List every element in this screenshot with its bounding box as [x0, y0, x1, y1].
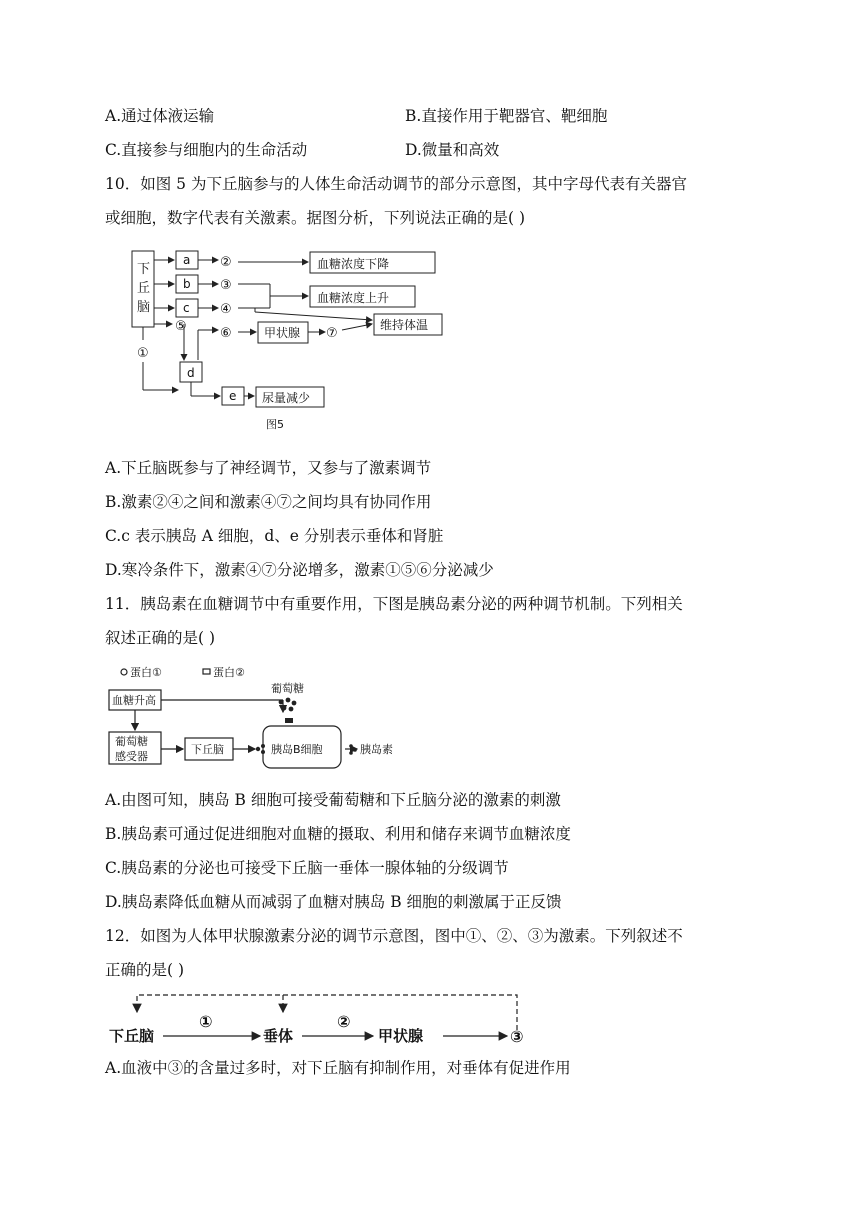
protein2-icon [203, 669, 210, 674]
fig11-protein2: 蛋白② [213, 666, 245, 679]
q11-option-a: A.由图可知，胰岛 B 细胞可接受葡萄糖和下丘脑分泌的激素的刺激 [105, 791, 561, 809]
q11-option-d: D.胰岛素降低血糖从而减弱了血糖对胰岛 B 细胞的刺激属于正反馈 [105, 893, 562, 911]
q11-option-b: B.胰岛素可通过促进细胞对血糖的摄取、利用和储存来调节血糖浓度 [105, 825, 571, 843]
q11-option-c: C.胰岛素的分泌也可接受下丘脑一垂体一腺体轴的分级调节 [105, 859, 509, 877]
fig5-hormone-7: ⑦ [326, 326, 338, 341]
figure-thyroid-regulation [105, 990, 545, 1052]
fig5-glucose-down: 血糖浓度下降 [317, 257, 390, 271]
fig11-receptor-line2: 感受器 [115, 750, 148, 763]
fig5-glucose-up: 血糖浓度上升 [317, 291, 390, 305]
fig12-hormone-1: ① [199, 1012, 213, 1031]
q10-stem-line2: 或细胞，数字代表有关激素。据图分析，下列说法正确的是( ) [105, 209, 526, 227]
fig11-glucose: 葡萄糖 [271, 682, 304, 695]
fig12-pituitary: 垂体 [263, 1027, 294, 1045]
fig5-caption: 图5 [266, 418, 284, 431]
figure-5-hypothalamus-regulation [120, 240, 450, 435]
fig11-insulin: 胰岛素 [360, 743, 393, 756]
fig11-hypothalamus: 下丘脑 [191, 743, 224, 756]
q12-option-a: A.血液中③的含量过多时，对下丘脑有抑制作用，对垂体有促进作用 [105, 1059, 571, 1077]
q10-option-a: A.下丘脑既参与了神经调节，又参与了激素调节 [105, 459, 432, 477]
fig11-receptor-line1: 葡萄糖 [115, 735, 148, 748]
q9-option-b: B.直接作用于靶器官、靶细胞 [405, 107, 608, 125]
figure-insulin-regulation [105, 660, 415, 775]
q9-option-a: A.通过体液运输 [105, 107, 215, 125]
fig12-hormone-3: ③ [510, 1027, 524, 1046]
fig5-node-a: a [183, 253, 191, 267]
q9-option-c: C.直接参与细胞内的生命活动 [105, 141, 308, 159]
q10-stem-line1: 10．如图 5 为下丘脑参与的人体生命活动调节的部分示意图，其中字母代表有关器官 [105, 175, 687, 193]
fig11-protein1: 蛋白① [130, 666, 162, 679]
fig5-hormone-2: ② [220, 255, 232, 270]
fig12-hypothalamus: 下丘脑 [109, 1027, 155, 1045]
fig5-node-d: d [187, 366, 195, 380]
q12-stem-line1: 12．如图为人体甲状腺激素分泌的调节示意图，图中①、②、③为激素。下列叙述不 [105, 927, 683, 945]
q10-option-c: C.c 表示胰岛 A 细胞，d、e 分别表示垂体和肾脏 [105, 527, 444, 545]
fig5-hypothalamus-char2: 丘 [137, 281, 151, 296]
fig11-blood-sugar-rise: 血糖升高 [112, 694, 156, 707]
fig5-hypothalamus-char1: 下 [137, 262, 151, 277]
fig5-hormone-3: ③ [220, 278, 232, 293]
q11-stem-line1: 11．胰岛素在血糖调节中有重要作用，下图是胰岛素分泌的两种调节机制。下列相关 [105, 595, 683, 613]
protein1-icon [121, 669, 127, 675]
fig5-thyroid: 甲状腺 [264, 326, 301, 340]
q11-stem-line2: 叙述正确的是( ) [105, 629, 216, 647]
q12-stem-line2: 正确的是( ) [105, 961, 185, 979]
fig5-hormone-6: ⑥ [220, 326, 232, 341]
fig5-node-b: b [183, 277, 191, 291]
fig5-hormone-4: ④ [220, 302, 232, 317]
q10-option-b: B.激素②④之间和激素④⑦之间均具有协同作用 [105, 493, 432, 511]
fig5-hormone-1: ① [137, 346, 149, 361]
fig5-body-temp: 维持体温 [380, 318, 429, 332]
fig5-hypothalamus-char3: 脑 [137, 300, 151, 315]
fig11-beta-cell: 胰岛B细胞 [271, 743, 323, 756]
fig5-hormone-5: ⑤ [175, 319, 187, 334]
fig12-hormone-2: ② [337, 1012, 351, 1031]
fig5-urine: 尿量减少 [262, 391, 311, 405]
fig5-node-c: c [183, 301, 190, 315]
fig12-thyroid: 甲状腺 [378, 1027, 424, 1045]
q9-option-d: D.微量和高效 [405, 141, 500, 159]
q10-option-d: D.寒冷条件下，激素④⑦分泌增多，激素①⑤⑥分泌减少 [105, 561, 494, 579]
fig5-node-e: e [229, 389, 237, 403]
